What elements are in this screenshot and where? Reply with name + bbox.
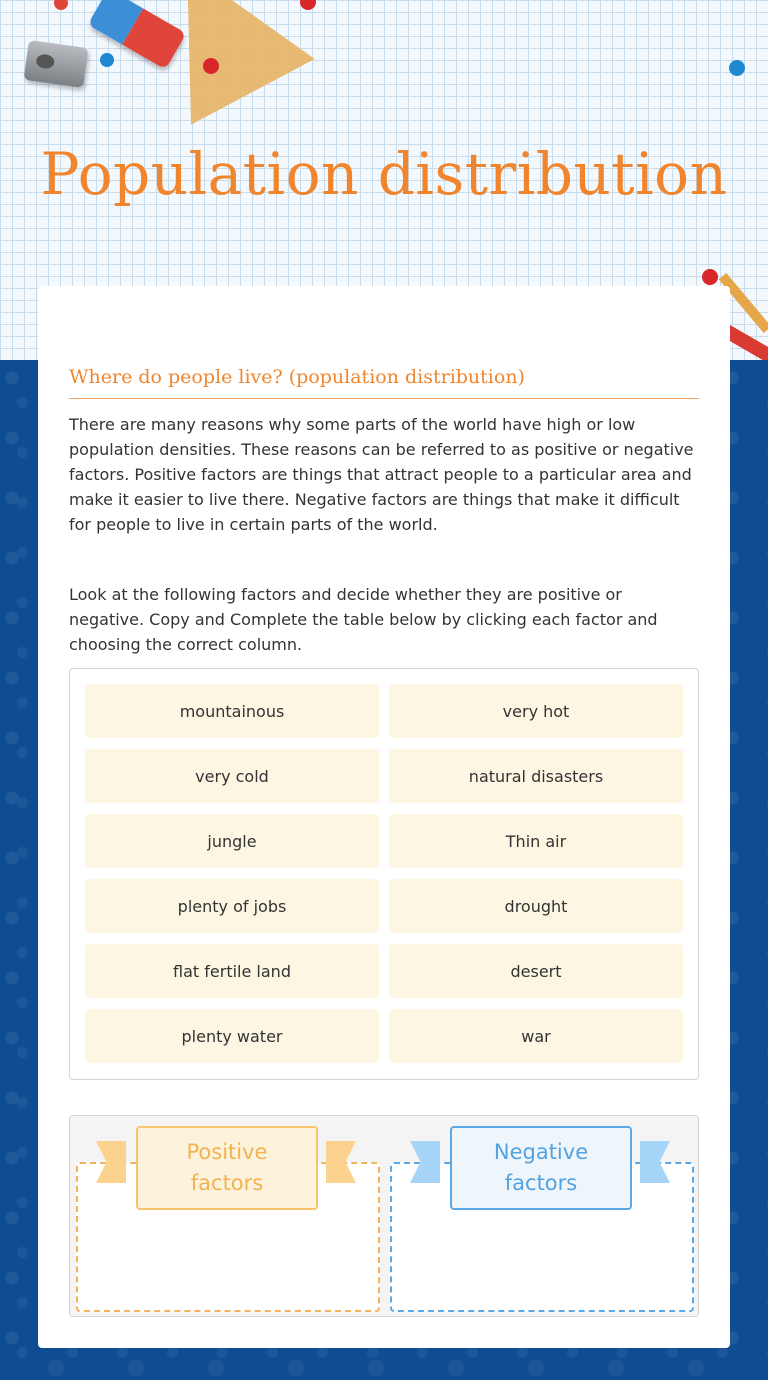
ribbon-left-icon (410, 1134, 440, 1190)
factor-chip[interactable]: war (389, 1009, 683, 1063)
factor-chip[interactable]: jungle (85, 814, 379, 868)
intro-paragraph: There are many reasons why some parts of the world have high or low population densities. These reasons can be referred to as positive or negative factors. Positive factors are things that attract people to a particular area and make it easier to live there. Negative factors are things that make it difficult for people to live in certain parts of the world. (69, 415, 694, 534)
page-title: Population distribution (40, 140, 728, 208)
decorative-dot (100, 53, 114, 67)
decorative-dot (702, 269, 718, 285)
factor-chip[interactable]: natural disasters (389, 749, 683, 803)
factor-bank (69, 668, 699, 1080)
factor-chip[interactable]: plenty of jobs (85, 879, 379, 933)
factor-chip[interactable]: very hot (389, 684, 683, 738)
instructions-paragraph: Look at the following factors and decide whether they are positive or negative. Copy and Complete the table below by clicking each factor and choosing the correct column. (69, 585, 658, 654)
factor-chip[interactable]: drought (389, 879, 683, 933)
factor-chip[interactable]: Thin air (389, 814, 683, 868)
worksheet-card (38, 286, 730, 1348)
factor-chip[interactable]: flat fertile land (85, 944, 379, 998)
ribbon-left-icon (96, 1134, 126, 1190)
factor-chip[interactable]: mountainous (85, 684, 379, 738)
ribbon-right-icon (326, 1134, 356, 1190)
factor-chip[interactable]: desert (389, 944, 683, 998)
sorting-area (69, 1115, 699, 1317)
decorative-dot (54, 0, 68, 10)
decorative-dot (729, 60, 745, 76)
decorative-dot (300, 0, 316, 10)
decorative-dot (203, 58, 219, 74)
negative-factors-label: Negative factors (450, 1126, 632, 1210)
section-heading: Where do people live? (population distribution) (69, 366, 699, 399)
factor-chip[interactable]: very cold (85, 749, 379, 803)
factor-chip[interactable]: plenty water (85, 1009, 379, 1063)
positive-factors-label: Positive factors (136, 1126, 318, 1210)
ribbon-right-icon (640, 1134, 670, 1190)
pencil-sharpener-icon (24, 40, 89, 88)
